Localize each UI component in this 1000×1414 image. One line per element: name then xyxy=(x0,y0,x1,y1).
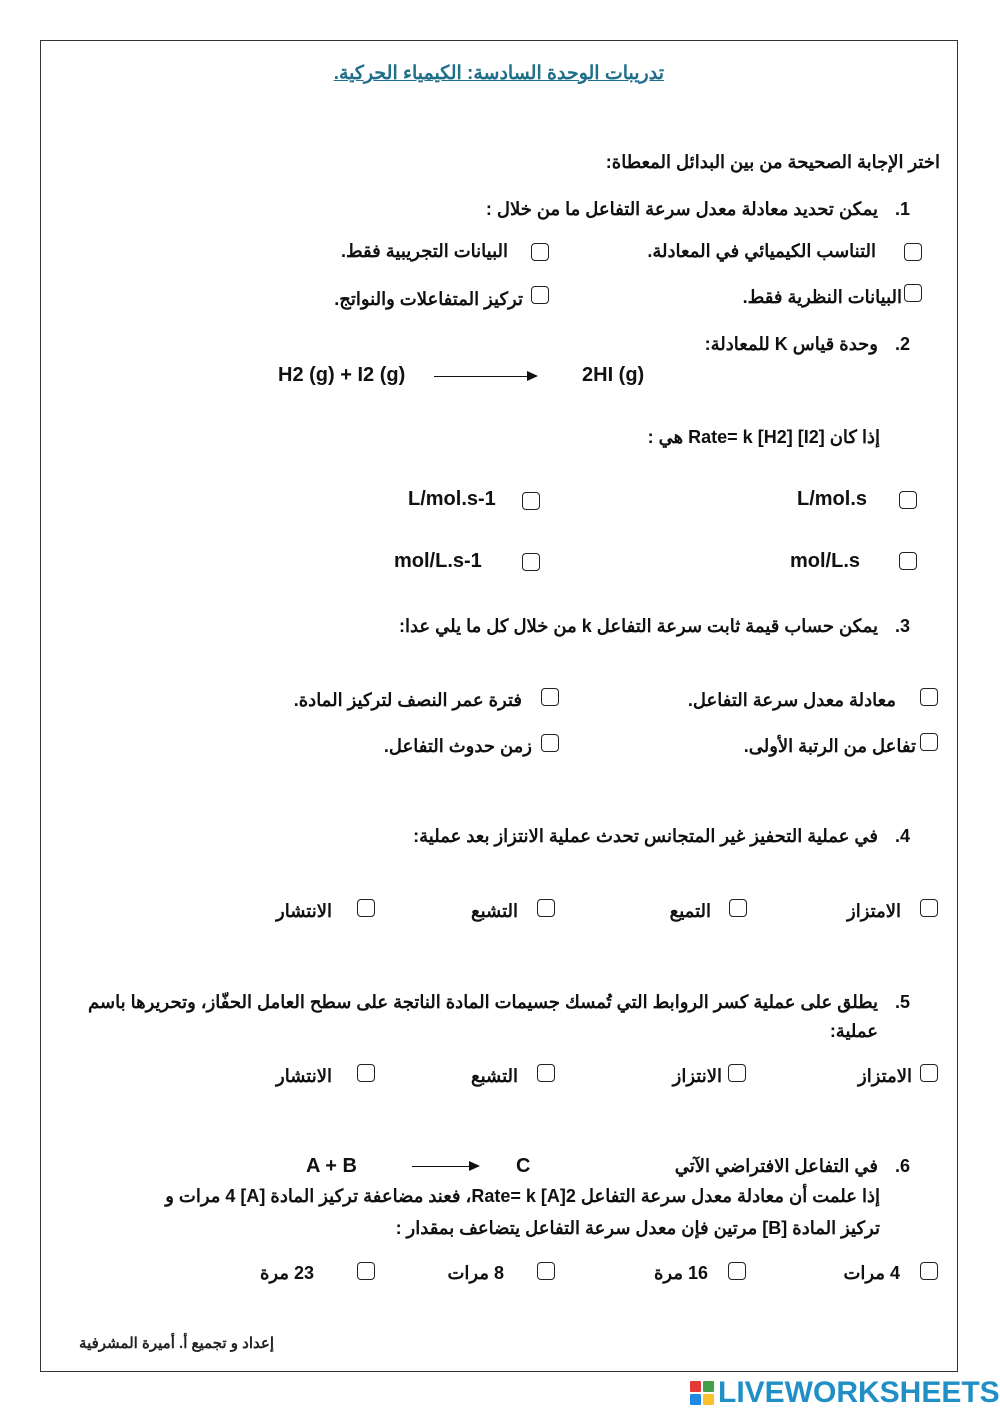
question-1-text: يمكن تحديد معادلة معدل سرعة التفاعل ما من خلال : xyxy=(485,199,878,219)
question-6-line-2: إذا علمت أن معادلة معدل سرعة التفاعل Rate= k [A]2، فعند مضاعفة تركيز المادة [A] 4 مرات و xyxy=(165,1186,880,1206)
q1-option-3-checkbox[interactable] xyxy=(904,284,922,302)
q1-option-1-checkbox[interactable] xyxy=(904,243,922,261)
q4-option-3-label: التشبع xyxy=(471,901,518,921)
q4-option-1-checkbox[interactable] xyxy=(920,899,938,917)
logo-square-green xyxy=(703,1381,714,1392)
q2-equation-left: H2 (g) + I2 (g) xyxy=(278,364,406,386)
q3-option-2-checkbox[interactable] xyxy=(541,688,559,706)
q6-equation-left: A + B xyxy=(306,1155,357,1177)
question-6-line-3: تركيز المادة [B] مرتين فإن معدل سرعة التفاعل يتضاعف بمقدار : xyxy=(395,1218,880,1238)
question-3-text: يمكن حساب قيمة ثابت سرعة التفاعل k من خلال كل ما يلي عدا: xyxy=(398,616,878,636)
q6-option-1-label: 4 مرات xyxy=(843,1263,900,1283)
q1-option-2-checkbox[interactable] xyxy=(531,243,549,261)
q1-option-3-label: البيانات النظرية فقط. xyxy=(742,287,902,307)
q2-option-2-label: L/mol.s-1 xyxy=(408,488,496,510)
author-credit: إعداد و تجميع أ. أميرة المشرفية xyxy=(79,1335,274,1352)
q5-option-4-checkbox[interactable] xyxy=(357,1064,375,1082)
q2-condition: إذا كان Rate= k [H2] [I2] هي : xyxy=(647,427,880,447)
question-2-text: وحدة قياس K للمعادلة: xyxy=(704,334,878,354)
q5-option-2-checkbox[interactable] xyxy=(728,1064,746,1082)
q2-option-4-checkbox[interactable] xyxy=(522,553,540,571)
q2-option-1-label: L/mol.s xyxy=(797,488,868,510)
logo-grid-icon xyxy=(690,1381,714,1405)
page-title: تدريبات الوحدة السادسة: الكيمياء الحركية. xyxy=(333,63,664,84)
q2-option-3-checkbox[interactable] xyxy=(899,552,917,570)
q5-option-3-checkbox[interactable] xyxy=(537,1064,555,1082)
q3-option-3-checkbox[interactable] xyxy=(920,733,938,751)
question-5-text-line-2: عملية: xyxy=(829,1021,878,1041)
q4-option-4-label: الانتشار xyxy=(276,901,332,921)
q5-option-1-label: الامتزاز xyxy=(858,1066,912,1086)
question-5-number: 5. xyxy=(894,992,910,1012)
question-6-text: في التفاعل الافتراضي الآتي xyxy=(674,1156,878,1176)
question-2-number: 2. xyxy=(894,334,910,354)
q5-option-1-checkbox[interactable] xyxy=(920,1064,938,1082)
q1-option-2-label: البيانات التجريبية فقط. xyxy=(340,241,508,261)
question-4-number: 4. xyxy=(894,826,910,846)
q1-option-4-checkbox[interactable] xyxy=(531,286,549,304)
reaction-arrow-icon xyxy=(434,376,536,377)
logo-square-yellow xyxy=(703,1394,714,1405)
q2-option-4-label: mol/L.s-1 xyxy=(394,550,482,572)
q6-option-1-checkbox[interactable] xyxy=(920,1262,938,1280)
q2-equation-reactants xyxy=(278,364,405,387)
q6-option-2-checkbox[interactable] xyxy=(728,1262,746,1280)
q4-option-2-checkbox[interactable] xyxy=(729,899,747,917)
q2-option-2-checkbox[interactable] xyxy=(522,492,540,510)
q4-option-1-label: الامتزاز xyxy=(847,901,901,921)
q4-option-4-checkbox[interactable] xyxy=(357,899,375,917)
q6-option-3-label: 8 مرات xyxy=(447,1263,504,1283)
question-6-number: 6. xyxy=(894,1156,910,1176)
q3-option-3-label: تفاعل من الرتبة الأولى. xyxy=(743,736,916,756)
q3-option-4-checkbox[interactable] xyxy=(541,734,559,752)
question-5-text-line-1: يطلق على عملية كسر الروابط التي تُمسك جسيمات المادة الناتجة على سطح العامل الحفّاز، وتحريرها باسم xyxy=(88,992,878,1012)
q2-option-3-label: mol/L.s xyxy=(790,550,861,572)
liveworksheets-logo xyxy=(690,1376,1000,1410)
logo-square-blue xyxy=(690,1394,701,1405)
q6-option-3-checkbox[interactable] xyxy=(537,1262,555,1280)
q4-option-3-checkbox[interactable] xyxy=(537,899,555,917)
q6-option-2-label: 16 مرة xyxy=(653,1263,708,1283)
q6-option-4-label: 23 مرة xyxy=(259,1263,314,1283)
q2-equation-right: 2HI (g) xyxy=(582,364,645,386)
reaction-arrow-icon xyxy=(412,1166,478,1167)
logo-text: LIVEWORKSHEETS xyxy=(718,1376,1000,1409)
q3-option-1-label: معادلة معدل سرعة التفاعل. xyxy=(687,690,896,710)
logo-square-red xyxy=(690,1381,701,1392)
question-3-number: 3. xyxy=(894,616,910,636)
q6-option-4-checkbox[interactable] xyxy=(357,1262,375,1280)
question-1-number: 1. xyxy=(894,199,910,219)
instruction: اختر الإجابة الصحيحة من بين البدائل المعطاة: xyxy=(605,152,940,172)
q2-option-1-checkbox[interactable] xyxy=(899,491,917,509)
q6-equation-right: C xyxy=(516,1155,531,1177)
q5-option-2-label: الانتزاز xyxy=(672,1066,722,1086)
q1-option-1-label: التناسب الكيميائي في المعادلة. xyxy=(647,241,876,261)
q1-option-4-label: تركيز المتفاعلات والنواتج. xyxy=(334,289,523,309)
q4-option-2-label: التميع xyxy=(669,901,711,921)
q3-option-4-label: زمن حدوث التفاعل. xyxy=(383,736,532,756)
question-4-text: في عملية التحفيز غير المتجانس تحدث عملية الانتزاز بعد عملية: xyxy=(413,826,878,846)
q5-option-4-label: الانتشار xyxy=(276,1066,332,1086)
q3-option-1-checkbox[interactable] xyxy=(920,688,938,706)
q3-option-2-label: فترة عمر النصف لتركيز المادة. xyxy=(293,690,522,710)
q5-option-3-label: التشبع xyxy=(471,1066,518,1086)
